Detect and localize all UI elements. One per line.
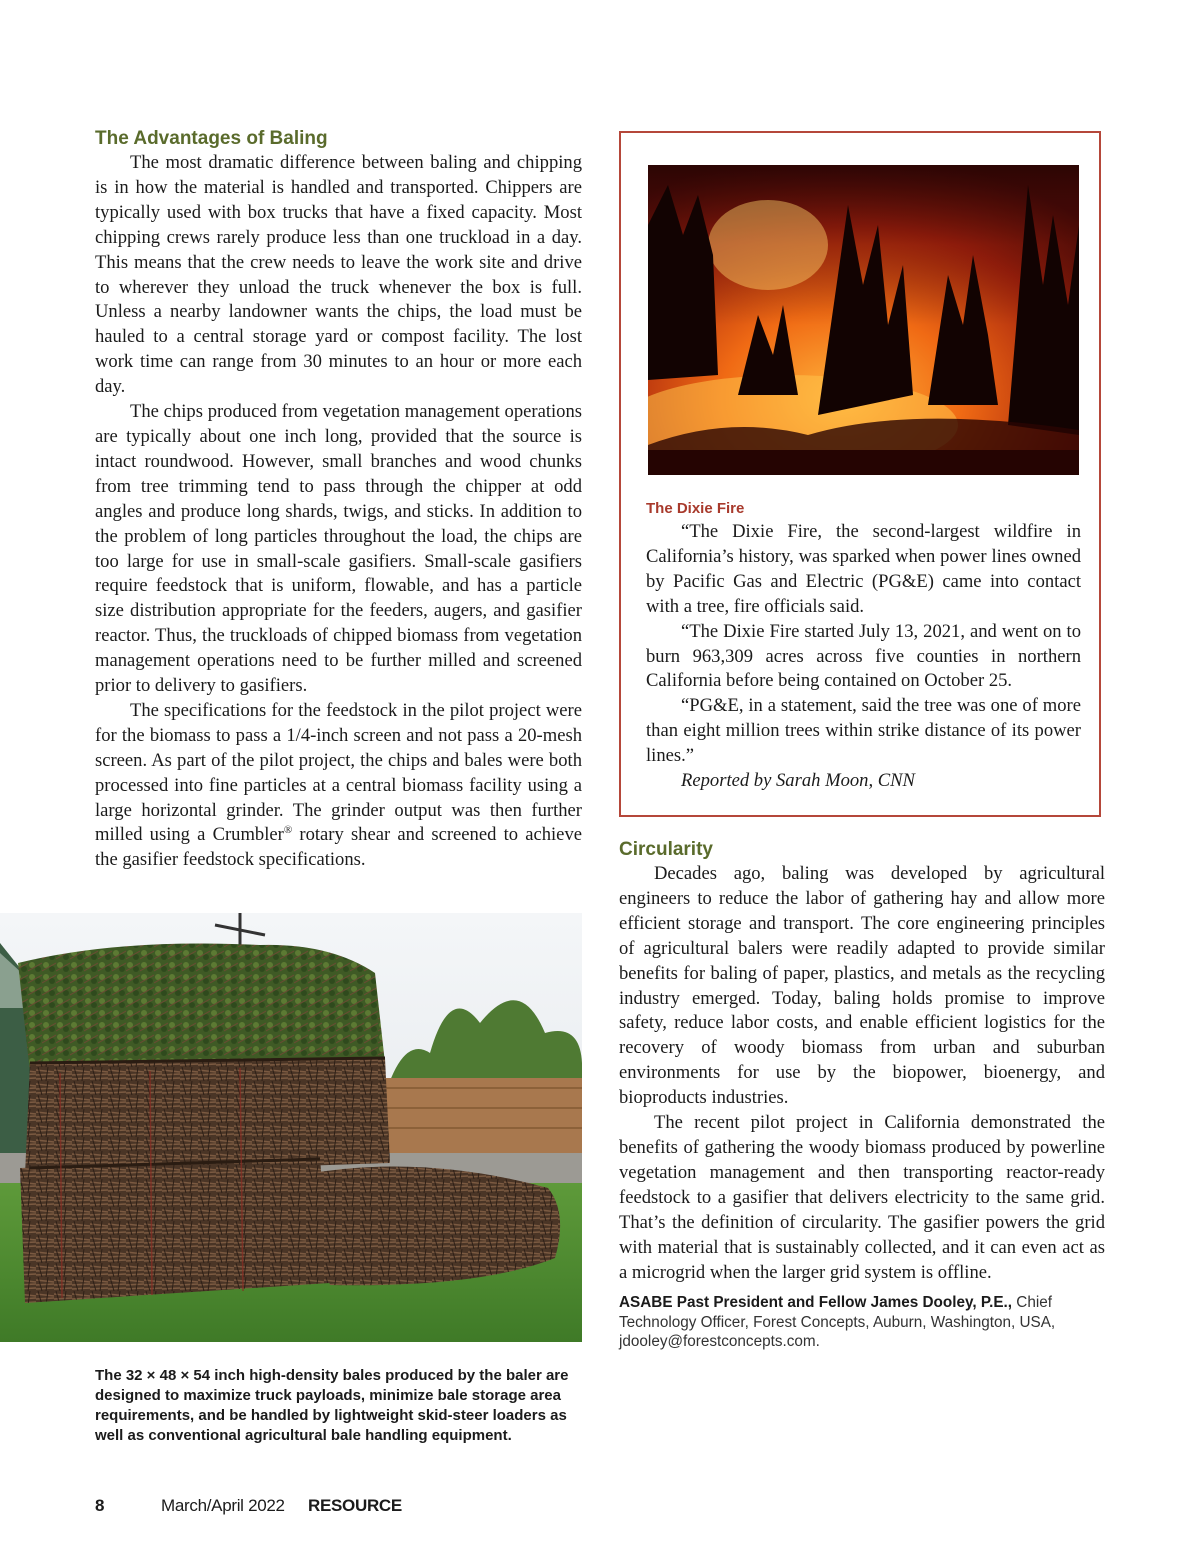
issue-date: March/April 2022 bbox=[161, 1496, 285, 1515]
circularity-body bbox=[619, 862, 1105, 1285]
circularity-paragraph-2: The recent pilot project in California demonstrated the benefits of gathering the woody biomass produced by powerline vegetation management and then transporting reactor-ready feedstock to a gasifier that delivers electricity to the same grid. That’s the definition of circularity. The gasifier powers the grid with material that is sustainably collected, and it can even act as a microgrid when the larger grid system is offline. bbox=[619, 1112, 1105, 1283]
author-details: Chief Technology Officer, Forest Concepts, Auburn, Washington, USA, jdooley@forestconcepts.com. bbox=[619, 1294, 1056, 1351]
circularity-paragraph-1: Decades ago, baling was developed by agricultural engineers to reduce the labor of gathering hay and allow more efficient storage and transport. The core engineering principles of agricultural balers were readily adapted to provide similar benefits for baling of paper, plastics, and metals as the recycling industry emerged. Today, baling holds promise to improve safety, reduce labor costs, and enable efficient logistics for the recovery of woody biomass from urban and suburban environments for use by the biopower, bioenergy, and bioproducts industries. bbox=[619, 863, 1105, 1109]
sidebar-title: The Dixie Fire bbox=[646, 500, 745, 517]
advantages-paragraph-2: The chips produced from vegetation management operations are typically about one inch long, provided that the source is intact roundwood. However, small branches and wood chunks from tree trimming tend to pass through the chipper at odd angles and produce long shards, twigs, and sticks. In addition to the problem of long particles throughout the load, the chips are too large for use in small-scale gasifiers. Small-scale gasifiers require feedstock that is uniform, flowable, and has a particle size distribution appropriate for the feeders, augers, and gasifier reactor. Thus, the truckloads of chipped biomass from vegetation management operations need to be further milled and screened prior to delivery to gasifiers. bbox=[95, 401, 582, 697]
advantages-paragraph-3 bbox=[95, 699, 582, 873]
wildfire-photo-illustration bbox=[648, 165, 1079, 475]
registered-mark: ® bbox=[283, 824, 293, 837]
advantages-body bbox=[95, 151, 582, 873]
wildfire-photo bbox=[648, 165, 1079, 475]
author-bio bbox=[619, 1293, 1105, 1352]
advantages-paragraph-1: The most dramatic difference between baling and chipping is in how the material is handled and transported. Chippers are typically used with box trucks that have a fixed capacity. Most chipping crews rarely produce less than one truckload in a day. This means that the crew needs to leave the work site and drive to wherever they unload the truck whenever the box is full. Unless a nearby landowner wants the chips, the load must be hauled to a central storage yard or compost facility. The lost work time can range from 30 minutes to an hour or more each day. bbox=[95, 152, 582, 398]
sidebar-paragraph-2: “The Dixie Fire started July 13, 2021, and went on to burn 963,309 acres across five counties in northern California before being contained on October 25. bbox=[646, 620, 1081, 692]
circularity-heading: Circularity bbox=[619, 839, 713, 860]
sidebar-credit: Reported by Sarah Moon, CNN bbox=[681, 770, 915, 792]
sidebar-paragraph-1: “The Dixie Fire, the second-largest wildfire in California’s history, was sparked when power lines owned by Pacific Gas and Electric (PG&E) came into contact with a tree, fire officials said. bbox=[646, 521, 1081, 617]
sidebar-paragraph-3: “PG&E, in a statement, said the tree was one of more than eight million trees within strike distance of its power lines.” bbox=[646, 695, 1081, 767]
magazine-name: RESOURCE bbox=[308, 1496, 402, 1515]
author-name: ASABE Past President and Fellow James Dooley, P.E., bbox=[619, 1294, 1013, 1312]
advantages-heading: The Advantages of Baling bbox=[95, 128, 328, 149]
sidebar-body bbox=[646, 520, 1081, 794]
bale-photo-caption: The 32 × 48 × 54 inch high-density bales produced by the baler are designed to maximize truck payloads, minimize bale storage area requirements, and be handled by lightweight skid-steer loaders as well as conventional agricultural bale handling equipment. bbox=[95, 1367, 569, 1444]
right-article bbox=[619, 838, 1105, 1352]
bale-photo-illustration bbox=[0, 913, 582, 1342]
left-article bbox=[95, 127, 582, 873]
bale-photo bbox=[0, 913, 582, 1342]
dixie-fire-sidebar bbox=[619, 131, 1101, 817]
paragraph-3-part-2: rotary shear and screened to achieve the gasifier feedstock specifications. bbox=[95, 824, 582, 871]
paragraph-3-part-1: The specifications for the feedstock in the pilot project were for the biomass to pass a 1/4-inch screen and not pass a 20-mesh screen. As part of the pilot project, the chips and bales were both processed into fine particles at a central biomass facility using a large horizontal grinder. The grinder output was then further milled using a Crumbler bbox=[95, 699, 582, 846]
page-number: 8 bbox=[95, 1496, 105, 1515]
